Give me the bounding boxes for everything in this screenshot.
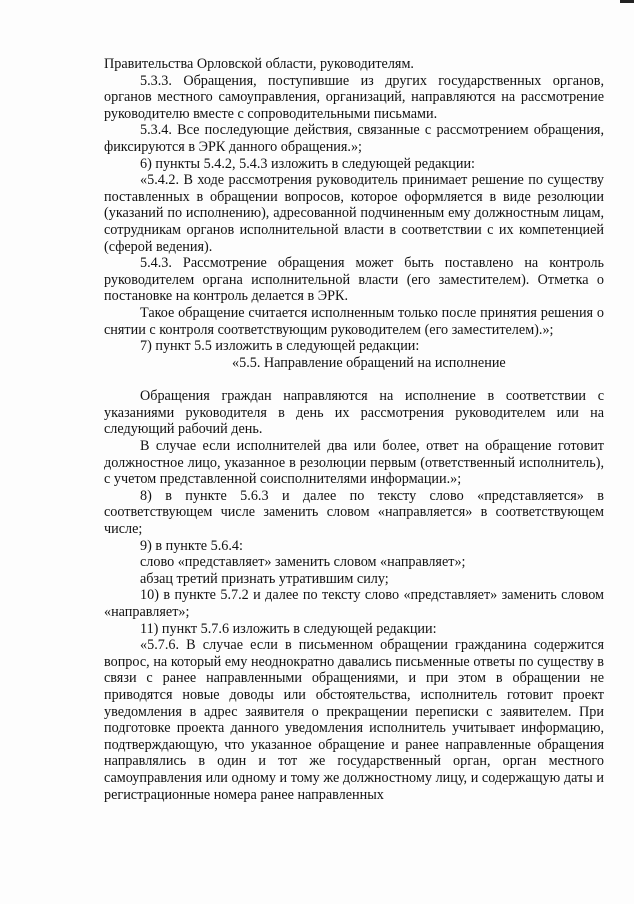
item-6: 6) пункты 5.4.2, 5.4.3 изложить в следующей редакции: <box>140 155 475 172</box>
paragraph-5-3-3: 5.3.3. Обращения, поступившие из других государственных органов, органов местного самоуправления, организаций, направляются на рассмотрение руководителю вместе с сопроводительными письмами. <box>104 72 604 122</box>
paragraph-5-3-4: 5.3.4. Все последующие действия, связанные с рассмотрением обращения, фиксируются в ЭРК данного обращения.»; <box>104 122 604 155</box>
item-7: 7) пункт 5.5 изложить в следующей редакции: <box>140 338 420 355</box>
item-11: 11) пункт 5.7.6 изложить в следующей редакции: <box>140 620 437 637</box>
document-body <box>104 56 604 803</box>
paragraph-multiple-executors: В случае если исполнителей два или более, ответ на обращение готовит должностное лицо, указанное в резолюции первым (ответственный исполнитель), с учетом представленной соисполнителями информации.»; <box>104 438 604 488</box>
paragraph-5-4-3: 5.4.3. Рассмотрение обращения может быть поставлено на контроль руководителем органа исполнительной власти (его заместителем). Отметка о постановке на контроль делается в ЭРК. <box>104 255 604 305</box>
item-9-repeal-paragraph: абзац третий признать утратившим силу; <box>140 570 389 587</box>
item-10: 10) в пункте 5.7.2 и далее по тексту слово «представляет» заменить словом «направляет»; <box>104 587 604 620</box>
scan-corner-mark <box>620 0 634 3</box>
item-9-word-replace: слово «представляет» заменить словом «направляет»; <box>140 554 466 571</box>
paragraph-referral: Обращения граждан направляются на исполнение в соответствии с указаниями руководителя в день их рассмотрения руководителем или на следующий рабочий день. <box>104 388 604 438</box>
paragraph-5-7-6: «5.7.6. В случае если в письменном обращении гражданина содержится вопрос, на который ему неоднократно давались письменные ответы по существу в связи с ранее направленными обращениями, и при этом в обращении не приводятся новые доводы или обстоятельства, исполнитель готовит проект уведомления в адрес заявителя о прекращении переписки с заявителем. При подготовке проекта данного уведомления исполнитель учитывает информацию, подтверждающую, что указанное обращение и ранее направленные обращения направлялись в один и тот же государственный орган, орган местного самоуправления или одному и тому же должностному лицу, и содержащую даты и регистрационные номера ранее направленных <box>104 637 604 803</box>
item-9: 9) в пункте 5.6.4: <box>140 537 243 554</box>
blank-line <box>104 371 604 388</box>
paragraph-control-removal: Такое обращение считается исполненным только после принятия решения о снятии с контроля соответствующим руководителем (его заместителем).»; <box>104 304 604 338</box>
paragraph-continuation: Правительства Орловской области, руководителям. <box>104 56 414 72</box>
paragraph-5-4-2: «5.4.2. В ходе рассмотрения руководитель принимает решение по существу поставленных в обращении вопросов, которое оформляется в виде резолюции (указаний по исполнению), адресованной подчиненным ему должностным лицам, сотрудникам органов исполнительной власти в соответствии с их компетенцией (сферой ведения). <box>104 172 604 255</box>
item-8: 8) в пункте 5.6.3 и далее по тексту слово «представляется» в соответствующем числе заменить словом «направляется» в соответствующем числе; <box>104 487 604 538</box>
section-heading-5-5: «5.5. Направление обращений на исполнение <box>232 354 506 371</box>
